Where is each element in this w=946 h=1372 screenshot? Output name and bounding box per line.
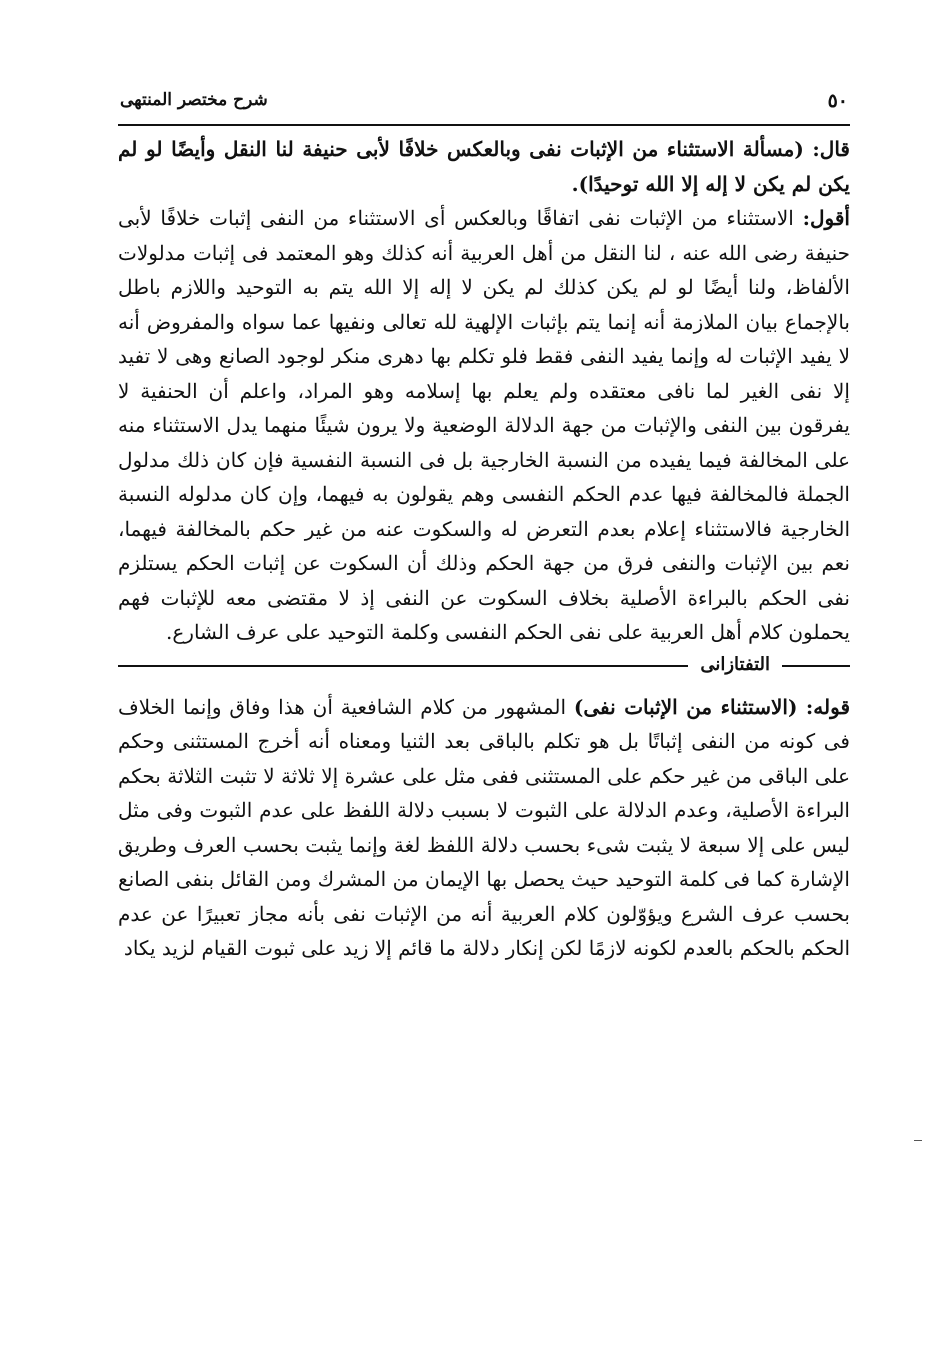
matn-paragraph	[118, 132, 850, 201]
scan-edge-mark	[914, 1140, 922, 1141]
hashiya-paragraph	[118, 690, 850, 966]
page-header	[118, 84, 850, 126]
page-number: ٥٠	[827, 90, 848, 112]
matn-lead: قال:	[812, 137, 850, 161]
hashiya-lead: قوله:	[805, 694, 850, 719]
divider-label: التفتازانى	[700, 654, 770, 676]
running-title: شرح مختصر المنتهى	[120, 90, 268, 110]
sharh-paragraph	[118, 201, 850, 650]
divider-line-right	[782, 665, 850, 667]
page	[118, 84, 850, 966]
matn-text: (مسألة الاستثناء من الإثبات نفى وبالعكس خلافًا لأبى حنيفة لنا النقل وأيضًا لو لم يكن لم يكن لا إله إلا الله توحيدًا).	[118, 137, 850, 196]
hashiya-quote: (الاستثناء من الإثبات نفى)	[573, 694, 806, 719]
hashiya-text: المشهور من كلام الشافعية أن هذا وفاق وإنما الخلاف فى كونه من النفى إثباتًا بل هو تكلم بالباقى بعد الثنيا ومعناه أنه أخرج المستثنى وحكم على الباقى من غير حكم على المستثنى ففى مثل على عشرة إلا ثلاثة لا تثبت الثلاثة بحكم البراءة الأصلية، وعدم الدلالة على الثبوت لا بسبب دلالة اللفظ على عدم الثبوت وفى مثل ليس على إلا سبعة لا يثبت شىء بحسب دلالة اللفظ لغة وإنما يثبت بحسب العرف وطريق الإشارة كما فى كلمة التوحيد حيث يحصل بها الإيمان من المشرك ومن القائل بنفى الصانع بحسب عرف الشرع ويؤوّلون كلام العربية أنه من الإثبات نفى بأنه مجاز تعبيرًا عن عدم الحكم بالحكم بالعدم لكونه لازمًا لكن إنكار دلالة ما قائم إلا زيد على ثبوت القيام لزيد يكاد	[118, 694, 850, 960]
sharh-text: الاستثناء من الإثبات نفى اتفاقًا وبالعكس أى الاستثناء من النفى إثبات خلافًا لأبى حنيفة رضى الله عنه ، لنا النقل من أهل العربية أنه كذلك وهو المعتمد فى إثبات مدلولات الألفاظ، ولنا أيضًا لو لم يكن كذلك لم يكن لا إله إلا الله يتم به التوحيد واللازم باطل بالإجماع بيان الملازمة أنه إنما يتم بإثبات الإلهية لله تعالى ونفيها عما سواه والمفروض أنه لا يفيد الإثبات له وإنما يفيد النفى فقط فلو تكلم بها دهرى منكر لوجود الصانع وهى لا تفيد إلا نفى الغير لما نافى معتقده ولم يعلم بها إسلامه وهو المراد، واعلم أن الحنفية لا يفرقون بين النفى والإثبات من جهة الدلالة الوضعية ولا يرون شيئًا منهما يدل الاستثناء منه على المخالفة فيما يفيده من النسبة الخارجية بل فى النسبة النفسية فإن كان ذلك مدلول الجملة فالمخالفة فيها عدم الحكم النفسى وهم يقولون به فيهما، وإن كان مدلوله النسبة الخارجية فالاستثناء إعلام بعدم التعرض له والسكوت عنه من غير حكم بالمخالفة فيهما، نعم بين الإثبات والنفى فرق من جهة الحكم وذلك أن السكوت عن إثبات الحكم يستلزم نفى الحكم بالبراءة الأصلية بخلاف السكوت عن النفى إذ لا مقتضى معه للإثبات فهم يحملون كلام أهل العربية على نفى الحكم النفسى وكلمة التوحيد على عرف الشارع.	[118, 206, 850, 644]
section-divider	[118, 652, 850, 680]
divider-line-left	[118, 665, 688, 667]
page-body	[118, 126, 850, 966]
sharh-lead: أقول:	[802, 206, 850, 230]
